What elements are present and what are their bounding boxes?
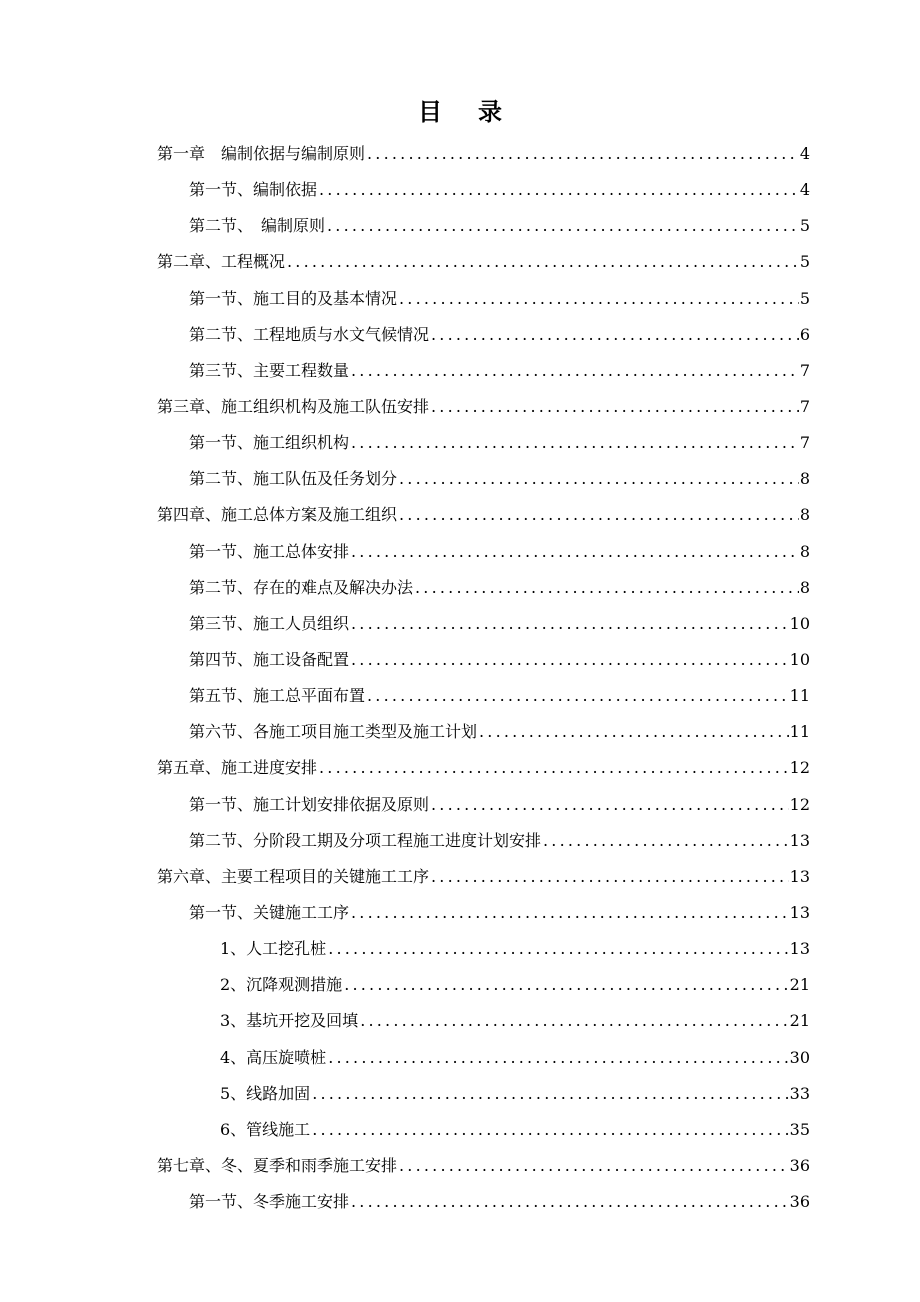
- toc-entry-text: 第一章 编制依据与编制原则: [157, 144, 366, 163]
- toc-dot-leader: [431, 859, 789, 895]
- toc-dot-leader: [344, 967, 788, 1003]
- toc-entry-text: 第一节、施工组织机构: [189, 433, 350, 453]
- toc-dot-leader: [327, 208, 799, 244]
- toc-entry[interactable]: [157, 281, 810, 317]
- toc-entry-text: 第四章、施工总体方案及施工组织: [157, 505, 398, 525]
- toc-entry-text: 第一节、施工计划安排依据及原则: [189, 794, 430, 814]
- toc-entry[interactable]: [157, 642, 810, 678]
- toc-entry-text: 第二节、施工队伍及任务划分: [189, 469, 398, 489]
- toc-entry-text: 第四节、施工设备配置: [189, 649, 350, 669]
- toc-entry-text: 6、管线施工: [220, 1119, 311, 1139]
- toc-entry-text: 3、基坑开挖及回填: [220, 1011, 359, 1031]
- toc-entry[interactable]: [157, 1076, 810, 1112]
- toc-page-number: 21: [789, 975, 810, 995]
- toc-entry[interactable]: [157, 823, 810, 859]
- toc-page-number: 11: [789, 722, 810, 742]
- toc-page-number: 10: [789, 613, 810, 633]
- toc-entry[interactable]: [157, 497, 810, 533]
- toc-dot-leader: [367, 678, 789, 714]
- toc-dot-leader: [415, 570, 799, 606]
- toc-page-number: 33: [789, 1083, 810, 1103]
- toc-page-number: 8: [799, 541, 810, 561]
- toc-page-number: 30: [789, 1047, 810, 1067]
- toc-dot-leader: [431, 317, 799, 353]
- toc-entry[interactable]: [157, 859, 810, 895]
- toc-page-number: 12: [789, 758, 810, 778]
- toc-title-char: 目: [418, 97, 442, 126]
- toc-page-number: 12: [789, 794, 810, 814]
- toc-entry[interactable]: [157, 136, 810, 172]
- toc-page-number: 10: [789, 649, 810, 669]
- toc-entry-text: 第五章、施工进度安排: [157, 758, 318, 778]
- toc-entry-text: 第二节、工程地质与水文气候情况: [189, 324, 430, 344]
- toc-entry[interactable]: [157, 750, 810, 786]
- toc-entry[interactable]: [157, 606, 810, 642]
- toc-entry[interactable]: [157, 1184, 810, 1220]
- toc-entry[interactable]: [157, 172, 810, 208]
- toc-page-number: 8: [799, 577, 810, 597]
- toc-entry-text: 第一节、编制依据: [189, 180, 318, 200]
- toc-entry-text: 第七章、冬、夏季和雨季施工安排: [157, 1155, 398, 1175]
- toc-entry[interactable]: [157, 678, 810, 714]
- toc-dot-leader: [328, 931, 788, 967]
- toc-dot-leader: [360, 1003, 788, 1039]
- toc-page-number: 36: [789, 1155, 810, 1175]
- toc-entry-text: 第三节、主要工程数量: [189, 360, 350, 380]
- toc-dot-leader: [367, 136, 799, 172]
- toc-entry-text: 第二节、 编制原则: [189, 216, 326, 236]
- toc-entry-text: 1、人工挖孔桩: [220, 939, 327, 959]
- toc-entry-text: 第二节、分阶段工期及分项工程施工进度计划安排: [189, 830, 542, 850]
- toc-entry[interactable]: [157, 714, 810, 750]
- toc-dot-leader: [351, 425, 799, 461]
- toc-page-number: 13: [789, 866, 810, 886]
- toc-dot-leader: [312, 1112, 788, 1148]
- toc-entry[interactable]: [157, 1040, 810, 1076]
- toc-dot-leader: [351, 895, 789, 931]
- toc-list: [157, 136, 810, 1220]
- toc-page-number: 5: [799, 252, 810, 272]
- toc-page-number: 7: [799, 433, 810, 453]
- toc-title: [0, 92, 920, 127]
- toc-page-number: 4: [799, 180, 810, 200]
- toc-dot-leader: [351, 606, 789, 642]
- toc-entry-text: 第五节、施工总平面布置: [189, 686, 366, 706]
- toc-dot-leader: [543, 823, 789, 859]
- toc-entry-text: 第二节、存在的难点及解决办法: [189, 577, 414, 597]
- toc-dot-leader: [351, 1184, 789, 1220]
- toc-page-number: 13: [789, 939, 810, 959]
- toc-entry[interactable]: [157, 389, 810, 425]
- toc-entry-text: 第一节、施工总体安排: [189, 541, 350, 561]
- toc-entry[interactable]: [157, 931, 810, 967]
- toc-entry[interactable]: [157, 317, 810, 353]
- toc-page-number: 7: [799, 396, 810, 416]
- toc-dot-leader: [351, 642, 789, 678]
- toc-entry-text: 第六章、主要工程项目的关键施工工序: [157, 866, 430, 886]
- toc-dot-leader: [431, 787, 789, 823]
- toc-entry-text: 5、线路加固: [220, 1083, 311, 1103]
- toc-entry[interactable]: [157, 967, 810, 1003]
- toc-dot-leader: [399, 461, 799, 497]
- toc-entry-text: 4、高压旋喷桩: [220, 1047, 327, 1067]
- toc-entry[interactable]: [157, 895, 810, 931]
- toc-page-number: 35: [789, 1119, 810, 1139]
- toc-entry[interactable]: [157, 425, 810, 461]
- toc-entry[interactable]: [157, 461, 810, 497]
- toc-entry[interactable]: [157, 1148, 810, 1184]
- toc-dot-leader: [351, 353, 799, 389]
- toc-dot-leader: [431, 389, 799, 425]
- toc-entry-text: 第三节、施工人员组织: [189, 613, 350, 633]
- toc-entry[interactable]: [157, 787, 810, 823]
- toc-entry[interactable]: [157, 1112, 810, 1148]
- toc-entry-text: 2、沉降观测措施: [220, 975, 343, 995]
- toc-entry[interactable]: [157, 1003, 810, 1039]
- toc-dot-leader: [399, 1148, 789, 1184]
- toc-page-number: 13: [789, 830, 810, 850]
- toc-dot-leader: [479, 714, 789, 750]
- toc-page-number: 21: [789, 1011, 810, 1031]
- toc-entry[interactable]: [157, 534, 810, 570]
- toc-entry[interactable]: [157, 570, 810, 606]
- toc-dot-leader: [399, 281, 799, 317]
- toc-page-number: 5: [799, 216, 810, 236]
- toc-entry-text: 第二章、工程概况: [157, 252, 286, 272]
- toc-page-number: 5: [799, 288, 810, 308]
- toc-entry[interactable]: [157, 353, 810, 389]
- toc-dot-leader: [328, 1040, 788, 1076]
- toc-page-number: 8: [799, 469, 810, 489]
- toc-dot-leader: [319, 750, 789, 786]
- toc-entry-text: 第一节、施工目的及基本情况: [189, 288, 398, 308]
- toc-entry[interactable]: [157, 244, 810, 280]
- toc-page-number: 4: [799, 144, 810, 163]
- toc-page-number: 6: [799, 324, 810, 344]
- toc-dot-leader: [399, 497, 799, 533]
- toc-entry-text: 第三章、施工组织机构及施工队伍安排: [157, 396, 430, 416]
- toc-entry[interactable]: [157, 208, 810, 244]
- toc-dot-leader: [351, 534, 799, 570]
- toc-page-number: 13: [789, 902, 810, 922]
- toc-entry-text: 第一节、冬季施工安排: [189, 1192, 350, 1212]
- toc-dot-leader: [287, 244, 799, 280]
- toc-dot-leader: [312, 1076, 788, 1112]
- toc-page-number: 11: [789, 686, 810, 706]
- toc-entry-text: 第一节、关键施工工序: [189, 902, 350, 922]
- toc-entry-text: 第六节、各施工项目施工类型及施工计划: [189, 722, 478, 742]
- toc-page-number: 36: [789, 1192, 810, 1212]
- toc-page-number: 8: [799, 505, 810, 525]
- toc-title-char: 录: [478, 97, 502, 126]
- toc-dot-leader: [319, 172, 799, 208]
- toc-page-number: 7: [799, 360, 810, 380]
